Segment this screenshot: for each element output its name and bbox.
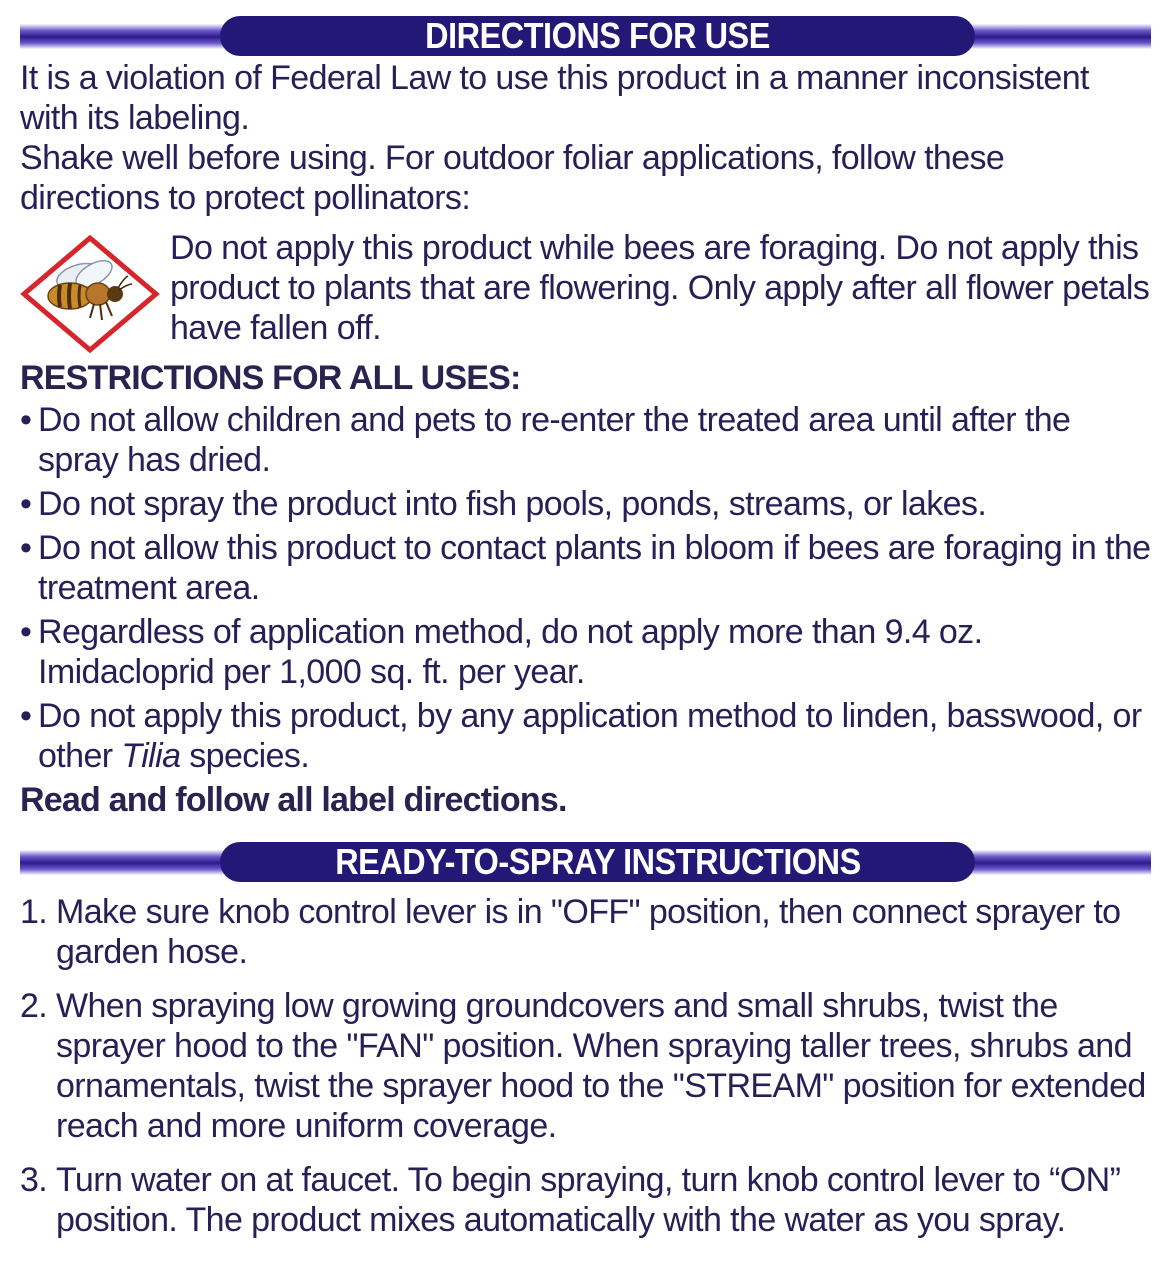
step-number: 3. [20,1161,48,1199]
bullet-icon: • [20,485,32,523]
bullet-icon: • [20,401,32,439]
bullet-icon: • [20,613,32,651]
list-item [20,892,1151,972]
bee-warning-text: Do not apply this product while bees are foraging. Do not apply this product to plants that are flowering. Only apply after all flower petals have fallen off. [170,229,1150,347]
restriction-text: Do not allow this product to contact plants in bloom if bees are foraging in the treatment area. [38,529,1151,607]
spray-banner-title: READY-TO-SPRAY INSTRUCTIONS [334,841,861,882]
list-item [20,1160,1151,1240]
bullet-icon: • [20,697,32,735]
restriction-text-after: species. [180,737,310,775]
bee-warning-icon [20,234,160,354]
step-text: Make sure knob control lever is in "OFF" position, then connect sprayer to garden hose. [56,893,1121,971]
directions-banner-center [220,16,975,56]
restrictions-heading: RESTRICTIONS FOR ALL USES: [20,359,521,397]
step-text: Turn water on at faucet. To begin spraying, turn knob control lever to “ON” position. The product mixes automatically with the water as you spray. [56,1161,1121,1239]
step-number: 2. [20,987,48,1025]
restrictions-list [20,400,1151,776]
step-number: 1. [20,893,48,931]
intro-federal-law: It is a violation of Federal Law to use this product in a manner inconsistent with its labeling. [20,59,1089,137]
directions-banner [20,14,1151,58]
bullet-icon: • [20,529,32,567]
list-item [20,612,1151,692]
pollinator-warning [20,228,1151,346]
restriction-text-before: Do not apply this product, by any application method to linden, basswood, or other [38,697,1142,775]
read-follow-directions: Read and follow all label directions. [20,781,567,819]
restriction-text: Regardless of application method, do not apply more than 9.4 oz. Imidacloprid per 1,000 sq. ft. per year. [38,613,983,691]
spray-banner [20,840,1151,884]
intro-shake-well: Shake well before using. For outdoor foliar applications, follow these directions to protect pollinators: [20,139,1005,217]
restriction-text-italic: Tilia [121,737,181,775]
label-page [20,14,1151,1254]
step-text: When spraying low growing groundcovers and small shrubs, twist the sprayer hood to the "FAN" position. When spraying taller trees, shrubs and ornamentals, twist the sprayer hood to the "STREAM" position for extended reach and more uniform coverage. [56,987,1146,1145]
restriction-text: Do not allow children and pets to re-enter the treated area until after the spray has dried. [38,401,1071,479]
restriction-text: Do not spray the product into fish pools, ponds, streams, or lakes. [38,485,987,523]
directions-intro [20,58,1151,218]
list-item [20,986,1151,1146]
directions-banner-title: DIRECTIONS FOR USE [425,15,770,56]
list-item [20,400,1151,480]
list-item [20,528,1151,608]
list-item [20,484,1151,524]
spray-banner-center [220,842,975,882]
list-item [20,696,1151,776]
spray-steps [20,892,1151,1240]
